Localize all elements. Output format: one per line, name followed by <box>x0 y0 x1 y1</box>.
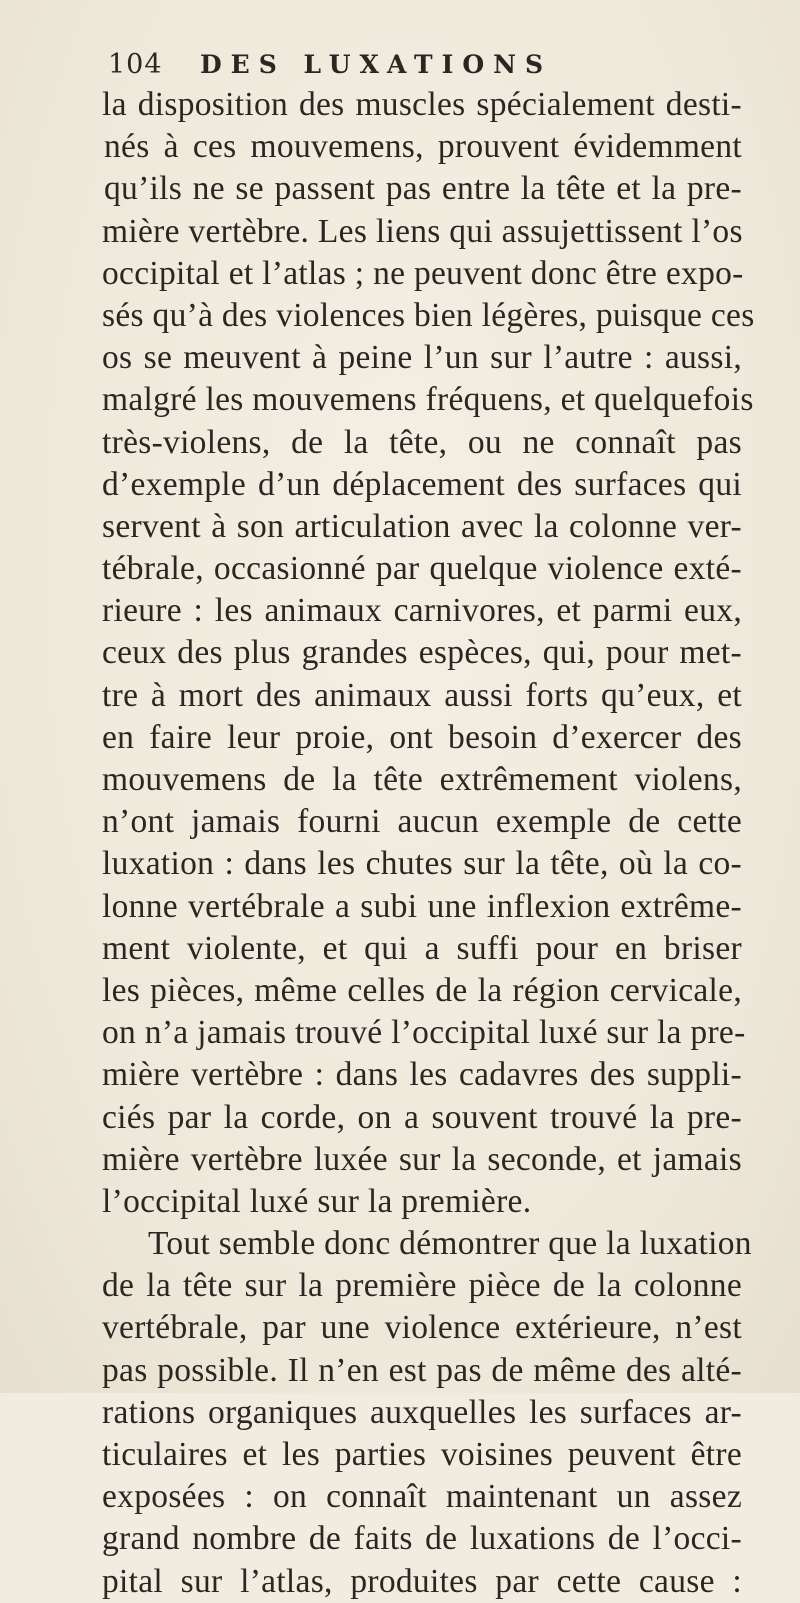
running-head <box>108 45 748 85</box>
text-line: malgré les mouvemens fréquens, et quelquefois <box>102 381 754 419</box>
text-line: sés qu’à des violences bien légères, puisque ces <box>102 296 755 334</box>
text-line: très-violens, de la tête, ou ne connaît pas <box>102 423 742 461</box>
text-line: n’ont jamais fourni aucun exemple de cette <box>102 803 742 841</box>
text-line: Tout semble donc démontrer que la luxation <box>148 1225 752 1263</box>
text-line: mière vertèbre : dans les cadavres des suppli- <box>102 1056 742 1094</box>
page-number: 104 <box>108 49 163 80</box>
text-line: tre à mort des animaux aussi forts qu’eux, et <box>102 676 742 714</box>
text-line: ceux des plus grandes espèces, qui, pour met- <box>102 634 742 672</box>
text-line: mouvemens de la tête extrêmement violens, <box>102 761 742 798</box>
text-line: qu’ils ne se passent pas entre la tête et la pre- <box>104 170 742 208</box>
text-line: l’occipital luxé sur la première. <box>102 1182 532 1220</box>
text-line: en faire leur proie, ont besoin d’exercer des <box>102 718 742 756</box>
text-line: ticulaires et les parties voisines peuvent être <box>102 1436 742 1473</box>
text-line: rieure : les animaux carnivores, et parmi eux, <box>102 592 742 630</box>
text-line: de la tête sur la première pièce de la colonne <box>102 1267 742 1305</box>
text-line: pital sur l’atlas, produites par cette cause : <box>102 1562 742 1600</box>
text-line: pas possible. Il n’en est pas de même des alté- <box>102 1351 742 1389</box>
text-line: d’exemple d’un déplacement des surfaces qui <box>102 465 742 503</box>
text-line: luxation : dans les chutes sur la tête, où la co- <box>102 845 742 883</box>
body-text <box>102 84 755 1603</box>
text-line: ment violente, et qui a suffi pour en briser <box>102 929 742 967</box>
text-line: mière vertèbre. Les liens qui assujettissent l’os <box>102 212 743 250</box>
text-line: les pièces, même celles de la région cervicale, <box>102 971 742 1009</box>
text-line: servent à son articulation avec la colonne ver- <box>102 507 742 545</box>
text-line: rations organiques auxquelles les surfaces ar- <box>102 1393 742 1431</box>
text-line: occipital et l’atlas ; ne peuvent donc être expo- <box>102 254 744 292</box>
text-line: ciés par la corde, on a souvent trouvé la pre- <box>102 1098 742 1136</box>
text-line: exposées : on connaît maintenant un assez <box>102 1478 742 1516</box>
text-line: os se meuvent à peine l’un sur l’autre : aussi, <box>102 339 742 377</box>
text-line: tébrale, occasionné par quelque violence exté- <box>102 550 742 588</box>
text-line: vertébrale, par une violence extérieure, n’est <box>102 1309 742 1347</box>
running-title: DES LUXATIONS <box>200 50 553 79</box>
text-line: mière vertèbre luxée sur la seconde, et jamais <box>102 1140 742 1178</box>
text-line: lonne vertébrale a subi une inflexion extrême- <box>102 887 742 925</box>
text-line: on n’a jamais trouvé l’occipital luxé sur la pre- <box>102 1014 746 1052</box>
text-line: nés à ces mouvemens, prouvent évidemment <box>104 128 742 166</box>
text-line: grand nombre de faits de luxations de l’occi- <box>102 1520 742 1558</box>
text-line: la disposition des muscles spécialement desti- <box>102 86 742 123</box>
